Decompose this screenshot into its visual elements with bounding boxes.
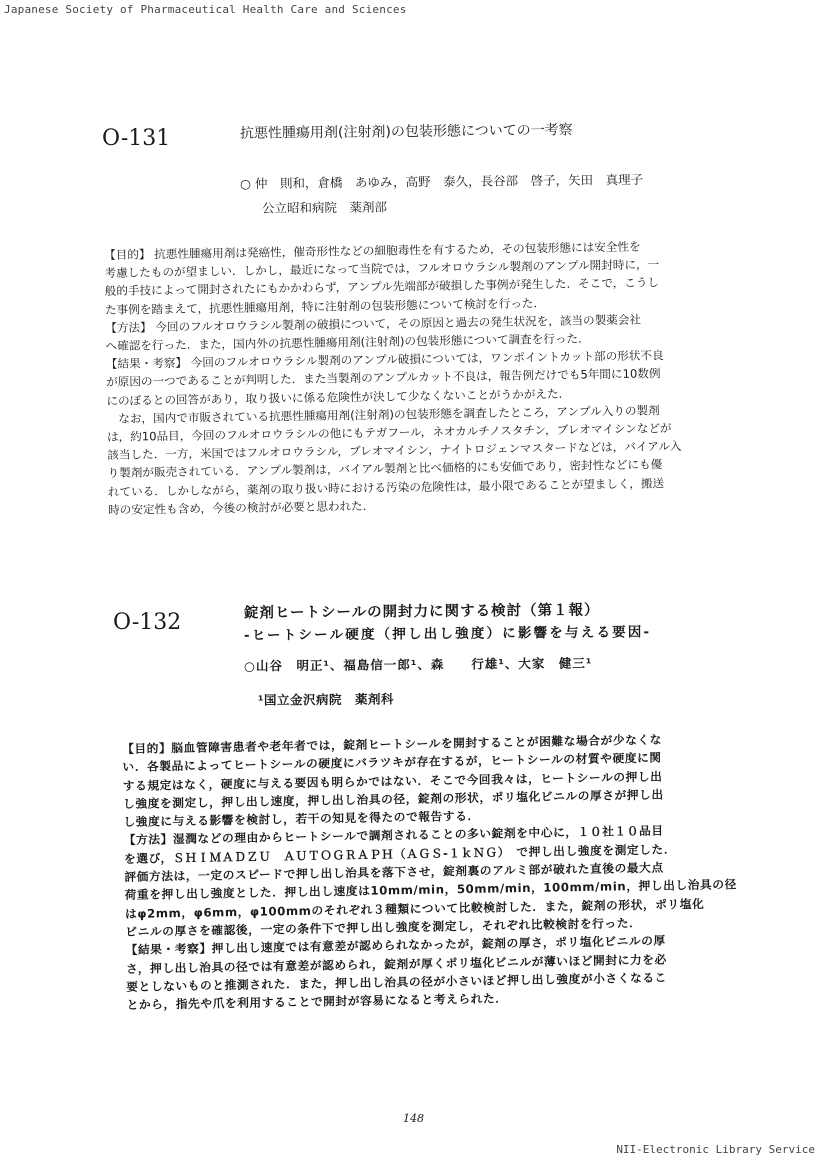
body-line: し強度を測定し，押し出し速度，押し出し治具の径，錠剤の形状，ポリ塩化ビニルの厚さが押し出 (122, 787, 664, 811)
body-line: り製剤が販売されている．アンプル製剤は，バイアル製剤と比べ価格的にも安価であり，密封性などにも優 (107, 457, 663, 481)
body-line: とから，指先や爪を利用することで開封が容易になると考えられた． (126, 991, 508, 1013)
abstract-body (104, 236, 733, 519)
body-line: ビニルの厚さを確認後，一定の条件下で押し出し強度を測定し，それぞれ比較検討を行った． (125, 915, 642, 939)
body-line: 般的手技によって開封されたにもかかわらず，アンプル先端部が破損した事例が発生した．そこで，こうし (104, 275, 660, 299)
body-line: する規定はなく，硬度に与える要因も明らかではない．そこで今回我々は，ヒートシールの押し出 (122, 769, 663, 793)
body-line: なお，国内で市販されている抗悪性腫瘍用剤(注射剤)の包装形態を調査したところ，アンプル入りの製剤 (106, 403, 660, 426)
body-line: し強度に与える影響を検討し，若干の知見を得たので報告する． (123, 808, 480, 830)
body-line: 該当した．一方，米国ではフルオロウラシル，ブレオマイシン，ナイトロジェンマスタードなどは，バイアル入 (107, 439, 682, 463)
body-line: 【結果・考察】 今回のフルオロウラシル製剤のアンプル破損については，ワンポイントカット部の形状不良 (105, 348, 664, 372)
body-line: い．各製品によってヒートシールの硬度にバラツキが存在するが，ヒートシールの材質や硬度に関 (122, 750, 662, 775)
abstract-subtitle: -ヒートシール硬度（押し出し強度）に影響を与える要因- (243, 624, 652, 644)
body-line: へ確認を行った．また，国内外の抗悪性腫瘍用剤(注射剤)の包装形態について調査を行った． (105, 331, 590, 354)
abstract-body (122, 729, 747, 1014)
abstract-authors: ○ 仲 則和，倉橋 あゆみ，高野 泰久，長谷部 啓子，矢田 真理子 (239, 171, 644, 192)
body-line: が原因の一つであることが判明した．また当製剤のアンプルカット不良は，報告例だけでも5年間に10数例 (106, 366, 661, 390)
body-line: 評価方法は，一定のスピードで押し出し治具を落下させ，錠剤裏のアルミ部が破れた直後の最大点 (124, 860, 664, 885)
abstract-title: 錠剤ヒートシールの開封力に関する検討（第１報） (243, 602, 600, 622)
abstract-title: 抗悪性腫瘍用剤(注射剤)の包装形態についての一考察 (239, 122, 573, 142)
page-footer: NII-Electronic Library Service (616, 1143, 815, 1156)
body-line: にのぼるとの回答があり，取り扱いに係る危険性が決して少なくないことがうかがえた． (106, 386, 571, 408)
body-line: は，約10品目，今回のフルオロウラシルの他にもテガフール，ネオカルチノスタチン，ブレオマイシンなどが (106, 421, 672, 445)
body-line: 【結果・考察】押し出し速度では有意差が認められなかったが，錠剤の厚さ，ポリ塩化ビニルの厚 (125, 933, 666, 958)
body-line: た事例を踏まえて，抗悪性腫瘍用剤，特に注射剤の包装形態について検討を行った． (104, 295, 546, 317)
body-line: れている．しかしながら，薬剤の取り扱い時における汚染の危険性は，最小限であることが望ましく，搬送 (107, 475, 665, 499)
body-line: 【目的】 抗悪性腫瘍用剤は発癌性，催奇形性などの細胞毒性を有するため，その包装形態には安全性を (104, 239, 641, 262)
body-line: 【方法】 今回のフルオロウラシル製剤の破損について，その原因と過去の発生状況を，該当の製薬会社 (105, 312, 642, 335)
abstract-id: O-132 (113, 610, 182, 635)
body-line: 考慮したものが望ましい．しかし，最近になって当院では，フルオロウラシル製剤のアンプル開封時に，一 (104, 257, 660, 281)
page-number: 148 (403, 1112, 424, 1125)
body-line: 荷重を押し出し強度とした．押し出し速度は10mm/min，50mm/min，100mm/min，押し出し治具の径 (124, 877, 737, 903)
abstract-affiliation: ¹国立金沢病院 薬剤科 (257, 691, 395, 708)
body-line: さ，押し出し治具の径では有意差が認められ，錠剤が厚くポリ塩化ビニルが薄いほど開封に力を必 (125, 952, 667, 976)
body-line: 【方法】湿潤などの理由からヒートシールで調剤されることの多い錠剤を中心に，１０社１０品目 (123, 824, 664, 848)
body-line: 時の安定性も含め，今後の検討が必要と思われた． (108, 498, 375, 517)
abstract-affiliation: 公立昭和病院 薬剤部 (261, 199, 388, 216)
body-line: 要としないものと推測された．また，押し出し治具の径が小さいほど押し出し強度が小さくなるこ (126, 970, 668, 994)
body-line: 【目的】脳血管障害患者や老年者では，錠剤ヒートシールを開封することが困難な場合が少なくな (122, 732, 663, 756)
body-line: はφ2mm，φ6mm，φ100mmのそれぞれ３種類について比較検討した．また，錠剤の形状，ポリ塩化 (124, 896, 705, 921)
body-line: を選び，ＳＨＩＭＡＤＺＵ ＡＵＴＯＧＲＡＰＨ（ＡＧＳ-１ｋＮＧ） で押し出し強度を測定した． (123, 842, 677, 866)
abstract-id: O-131 (102, 126, 171, 151)
page-header: Japanese Society of Pharmaceutical Health Care and Sciences (4, 3, 407, 16)
abstract-authors: ○山谷 明正¹、福島信一郎¹、森 行雄¹、大家 健三¹ (243, 655, 593, 674)
